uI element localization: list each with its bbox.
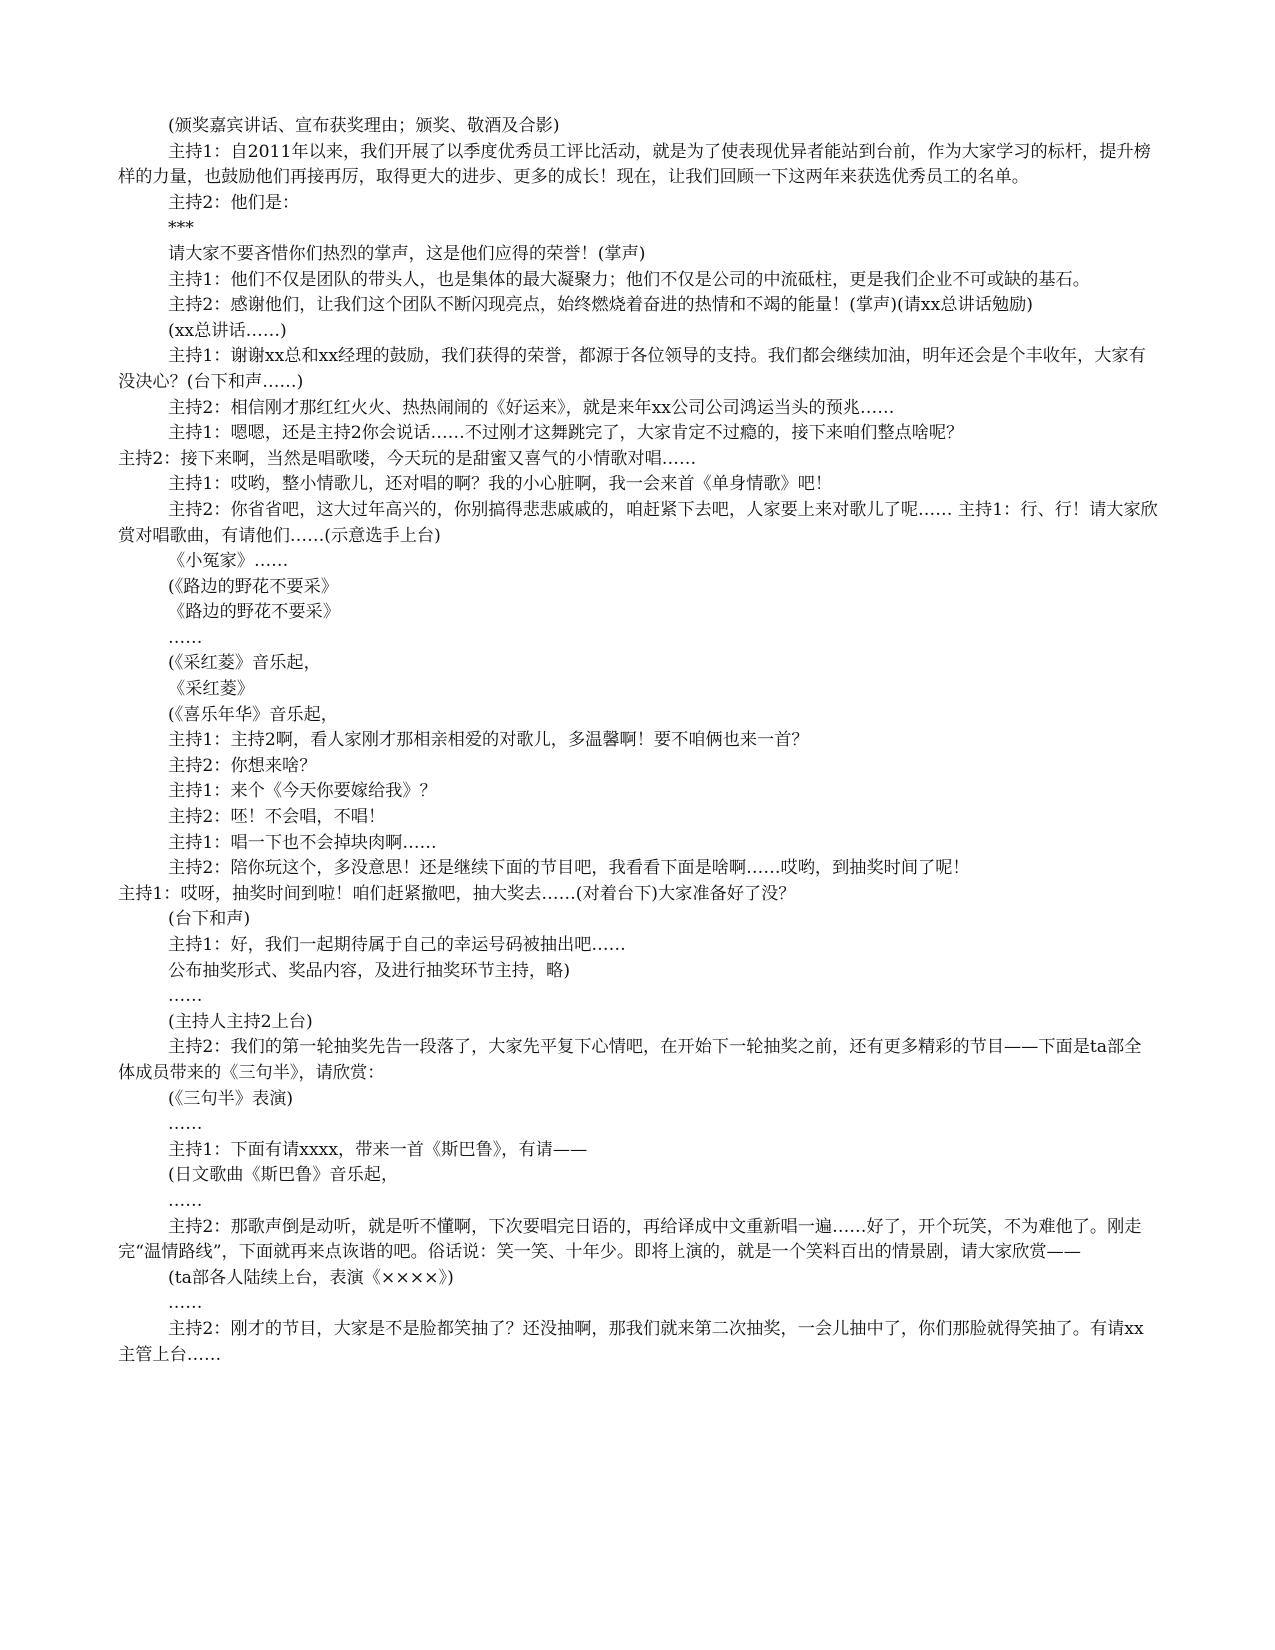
paragraph: 主持1：自2011年以来，我们开展了以季度优秀员工评比活动，就是为了使表现优异者能站到台前，作为大家学习的标杆，提升榜样的力量，也鼓励他们再接再厉，取得更大的进步、更多的成长！现在，让我们回顾一下这两年来获选优秀员工的名单。 bbox=[118, 141, 1151, 188]
paragraph: 主持2：刚才的节目，大家是不是脸都笑抽了？还没抽啊，那我们就来第二次抽奖，一会儿抽中了，你们那脸就得笑抽了。有请xx主管上台…… bbox=[118, 1318, 1144, 1365]
paragraph: 《采红菱》 bbox=[168, 679, 254, 700]
paragraph: 请大家不要吝惜你们热烈的掌声，这是他们应得的荣誉！(掌声) bbox=[168, 243, 646, 264]
paragraph: 主持2：呸！不会唱，不唱！ bbox=[168, 807, 386, 828]
paragraph: 主持1：好，我们一起期待属于自己的幸运号码被抽出吧…… bbox=[168, 935, 626, 955]
paragraph: 主持2：接下来啊，当然是唱歌喽，今天玩的是甜蜜又喜气的小情歌对唱…… bbox=[118, 448, 697, 469]
paragraph: …… bbox=[168, 986, 203, 1007]
paragraph: (主持人主持2上台) bbox=[168, 1011, 313, 1032]
paragraph: *** bbox=[168, 218, 194, 239]
paragraph: (《路边的野花不要采》 bbox=[168, 576, 338, 597]
paragraph: 主持2：感谢他们，让我们这个团队不断闪现亮点，始终燃烧着奋进的热情和不竭的能量！(掌声)(请xx总讲话勉励) bbox=[168, 295, 1033, 316]
paragraph: 主持2：你省省吧，这大过年高兴的，你别搞得悲悲戚戚的，咱赶紧下去吧，人家要上来对歌儿了呢…… 主持1：行、行！请大家欣赏对唱歌曲，有请他们……(示意选手上台) bbox=[118, 499, 1158, 546]
paragraph: 主持2：陪你玩这个，多没意思！还是继续下面的节目吧，我看看下面是啥啊……哎哟，到抽奖时间了呢！ bbox=[168, 858, 970, 879]
paragraph: 主持1：主持2啊，看人家刚才那相亲相爱的对歌儿，多温馨啊！要不咱俩也来一首？ bbox=[168, 730, 809, 751]
paragraph: …… bbox=[168, 1190, 203, 1211]
paragraph: 主持1：来个《今天你要嫁给我》？ bbox=[168, 781, 437, 802]
paragraph: (颁奖嘉宾讲话、宣布获奖理由；颁奖、敬酒及合影) bbox=[168, 116, 560, 136]
paragraph: …… bbox=[168, 1293, 203, 1314]
paragraph: (日文歌曲《斯巴鲁》音乐起， bbox=[168, 1165, 399, 1186]
paragraph: 主持1：唱一下也不会掉块肉啊…… bbox=[168, 832, 437, 853]
paragraph: 主持2：他们是： bbox=[168, 192, 300, 213]
paragraph: 主持1：他们不仅是团队的带头人，也是集体的最大凝聚力；他们不仅是公司的中流砥柱，更是我们企业不可或缺的基石。 bbox=[168, 269, 1090, 290]
paragraph: …… bbox=[168, 1114, 203, 1135]
paragraph: 《小冤家》…… bbox=[168, 551, 289, 572]
paragraph: 主持1：嗯嗯，还是主持2你会说话……不过刚才这舞跳完了，大家肯定不过瘾的，接下来咱们整点啥呢？ bbox=[168, 423, 964, 444]
paragraph: 主持2：相信刚才那红红火火、热热闹闹的《好运来》，就是来年xx公司公司鸿运当头的预兆…… bbox=[168, 397, 895, 418]
paragraph: 主持2：你想来啥？ bbox=[168, 755, 317, 776]
paragraph: 主持1：哎呀，抽奖时间到啦！咱们赶紧撤吧，抽大奖去……(对着台下)大家准备好了没？ bbox=[118, 883, 796, 904]
paragraph: (《三句半》表演) bbox=[168, 1088, 294, 1109]
paragraph: 主持2：我们的第一轮抽奖先告一段落了，大家先平复下心情吧，在开始下一轮抽奖之前，还有更多精彩的节目——下面是ta部全体成员带来的《三句半》，请欣赏： bbox=[118, 1037, 1142, 1083]
paragraph: 公布抽奖形式、奖品内容，及进行抽奖环节主持，略) bbox=[168, 960, 571, 981]
document-page bbox=[118, 114, 1158, 1368]
paragraph: 主持1：谢谢xx总和xx经理的鼓励，我们获得的荣誉，都源于各位领导的支持。我们都会继续加油，明年还会是个丰收年，大家有没决心？(台下和声……) bbox=[118, 346, 1146, 392]
paragraph: (台下和声) bbox=[168, 909, 251, 930]
paragraph: (《喜乐年华》音乐起， bbox=[168, 704, 338, 725]
paragraph: 主持1：下面有请xxxx，带来一首《斯巴鲁》，有请—— bbox=[168, 1139, 588, 1160]
paragraph: 《路边的野花不要采》 bbox=[168, 602, 340, 623]
paragraph: 主持2：那歌声倒是动听，就是听不懂啊，下次要唱完日语的，再给译成中文重新唱一遍……好了，开个玩笑，不为难他了。刚走完“温情路线”，下面就再来点诙谐的吧。俗话说：笑一笑、十年少。即将上演的，就是一个笑料百出的情景剧，请大家欣赏—— bbox=[118, 1216, 1142, 1263]
paragraph: 主持1：哎哟，整小情歌儿，还对唱的啊？我的小心脏啊，我一会来首《单身情歌》吧！ bbox=[168, 474, 833, 495]
paragraph: (《采红菱》音乐起， bbox=[168, 653, 321, 674]
paragraph: …… bbox=[168, 627, 203, 648]
paragraph: (xx总讲话……) bbox=[168, 320, 287, 341]
paragraph: (ta部各人陆续上台，表演《××××》) bbox=[168, 1267, 454, 1288]
